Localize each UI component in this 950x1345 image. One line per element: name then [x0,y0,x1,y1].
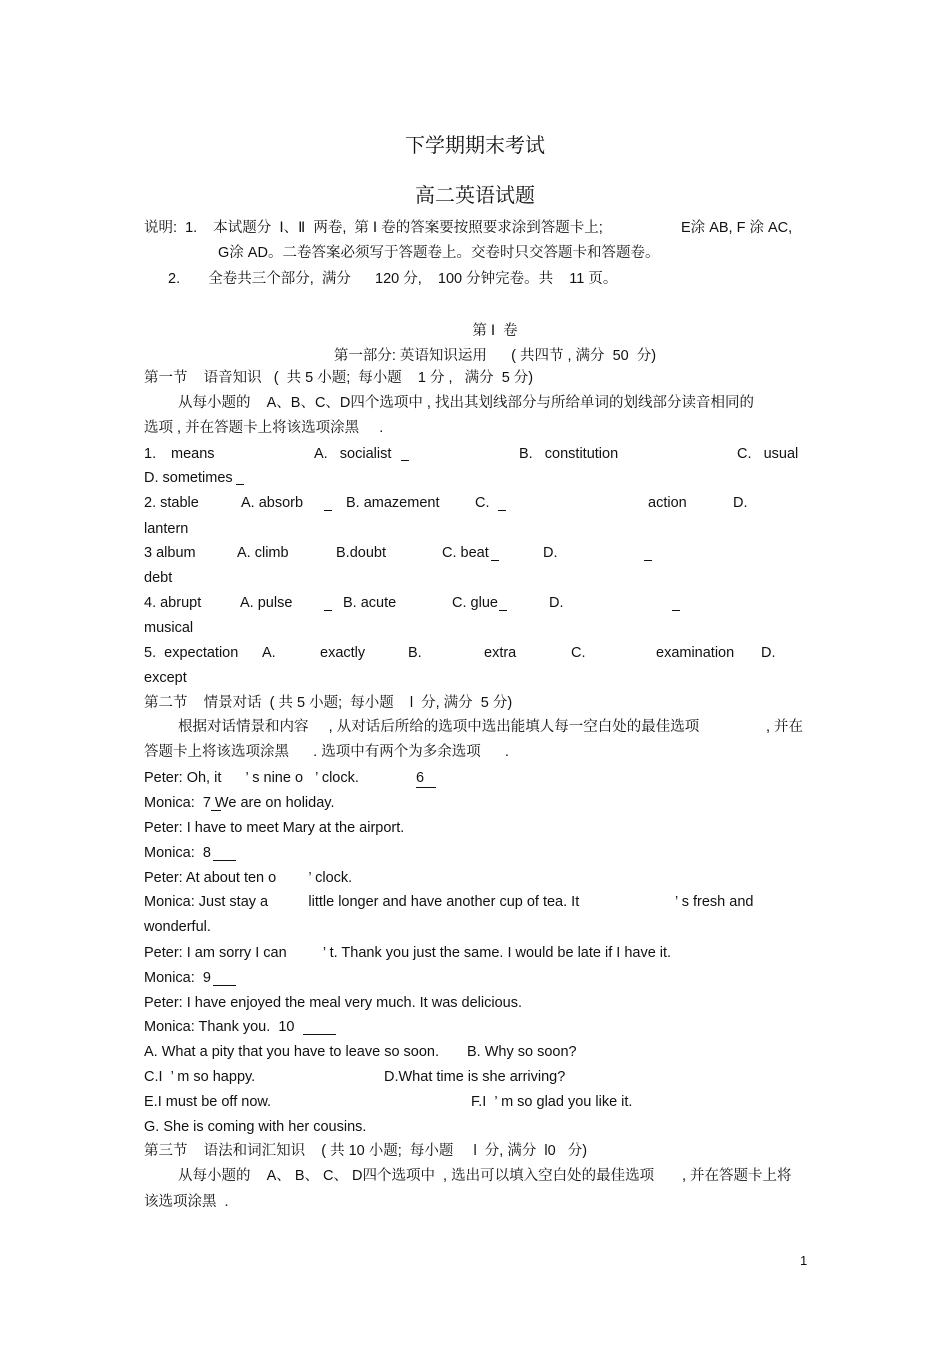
q3-option-a: A. climb [237,545,289,561]
part1-title: 第一部分: 英语知识运用 ( 共四节 , 满分 50 分) [333,348,657,364]
section1-title: 第一节 语音知识 ( 共 5 小题; 每小题 1 分 , 满分 5 分) [144,370,534,386]
q3-option-b: B.doubt [336,545,386,561]
q4-blank-c [499,610,507,611]
dialog-line: Monica: Just stay a little longer and have another cup of tea. It [144,894,580,910]
section1-direction-2: 选项 , 并在答题卡上将该选项涂黑 . [144,420,384,436]
option-a: A. What a pity that you have to leave so soon. [144,1044,440,1060]
q5-option-b-word: extra [484,645,517,661]
q5-stem: 5. expectation [144,645,239,661]
q4-option-b: B. acute [343,595,397,611]
q3-stem: 3 album [144,545,196,561]
q1-blank [401,460,409,461]
dialog-line: Peter: I have to meet Mary at the airport. [144,820,405,836]
volume-title: 第 Ⅰ 卷 [472,323,518,339]
exam-title: 下学期期末考试 [405,133,545,157]
q3-blank-c [491,560,499,561]
q4-option-d-word: musical [144,620,194,636]
q4-blank-d [672,610,680,611]
option-d: D.What time is she arriving? [384,1069,566,1085]
dialog-blank-6: 6 [416,769,436,788]
q3-blank-d [644,560,652,561]
dialog-blank-9 [213,985,236,986]
dialog-line-continued: ’ s fresh and [675,894,754,910]
dialog-line: Peter: At about ten o ’ clock. [144,870,353,886]
q5-option-a-word: exactly [320,645,366,661]
section2-title: 第二节 情景对话 ( 共 5 小题; 每小题 l 分, 满分 5 分) [144,695,513,711]
dialog-line: Peter: Oh, it ’ s nine o ’ clock. [144,770,359,786]
dialog-line: wonderful. [144,919,211,935]
option-c: C.I ’ m so happy. [144,1069,256,1085]
page-number: 1 [800,1253,808,1268]
dialog-line: Monica: 9 [144,970,211,986]
q5-option-d: D. [761,645,776,661]
q4-option-a: A. pulse [240,595,293,611]
q2-option-c: C. [475,495,490,511]
section2-direction-2: 答题卡上将该选项涂黑 . 选项中有两个为多余选项 . [144,744,509,760]
instructions-line-2: G涂 AD。二卷答案必须写于答题卷上。交卷时只交答题卡和答题卷。 [218,245,660,261]
option-b: B. Why so soon? [467,1044,577,1060]
dialog-line: Monica: 7 We are on holiday. [144,795,335,811]
q1-option-d: D. sometimes [144,470,233,486]
dialog-line: Monica: Thank you. 10 [144,1019,295,1035]
q2-option-b: B. amazement [346,495,440,511]
q2-stem: 2. stable [144,495,199,511]
q5-option-b: B. [408,645,422,661]
dialog-blank-8 [213,860,236,861]
option-g: G. She is coming with her cousins. [144,1119,367,1135]
q1-option-c: C. usual [737,446,799,462]
q3-option-d: D. [543,545,558,561]
q2-option-a: A. absorb [241,495,304,511]
q3-option-d-word: debt [144,570,173,586]
q5-option-c-word: examination [656,645,735,661]
section3-direction-1: 从每小题的 A、 B、 C、 D四个选项中 , 选出可以填入空白处的最佳选项 [178,1168,655,1184]
option-e: E.I must be off now. [144,1094,272,1110]
q5-option-c: C. [571,645,586,661]
q4-stem: 4. abrupt [144,595,202,611]
q4-blank-a [324,610,332,611]
q4-option-c: C. glue [452,595,498,611]
section3-title: 第三节 语法和词汇知识 ( 共 10 小题; 每小题 l 分, 满分 l0 分) [144,1143,588,1159]
dialog-line: Peter: I have enjoyed the meal very much. It was delicious. [144,995,522,1011]
section2-direction-1: 根据对话情景和内容 , 从对话后所给的选项中选出能填人每一空白处的最佳选项 [178,719,700,735]
dialog-line: Monica: 8 [144,845,211,861]
q2-option-c-word: action [648,495,687,511]
q1-number: 1. [144,446,157,462]
dialog-blank-10 [303,1034,336,1035]
section1-direction-1: 从每小题的 A、B、C、D四个选项中 , 找出其划线部分与所给单词的划线部分读音相同的 [178,395,754,411]
section2-direction-1b: , 并在 [766,719,804,735]
instructions-line-3: 2. 全卷共三个部分, 满分 120 分, 100 分钟完卷。共 11 页。 [168,271,618,287]
q5-option-a: A. [262,645,276,661]
dialog-line: Peter: I am sorry I can ’ t. Thank you just the same. I would be late if I have it. [144,945,672,961]
q1-option-b: B. constitution [519,446,619,462]
q4-option-d: D. [549,595,564,611]
section3-direction-2: 该选项涂黑 . [144,1194,229,1210]
q2-blank-a [324,510,332,511]
q2-option-d: D. [733,495,748,511]
q2-option-d-word: lantern [144,521,189,537]
exam-subtitle: 高二英语试题 [415,183,535,207]
instructions-line-1: 说明: 1. 本试题分 Ⅰ、Ⅱ 两卷, 第 Ⅰ 卷的答案要按照要求涂到答题卡上; [144,220,603,236]
q3-option-c: C. beat [442,545,489,561]
option-f: F.I ’ m so glad you like it. [471,1094,633,1110]
dialog-blank-7 [211,810,221,811]
q1-d-blank [236,484,244,485]
q1-option-a: A. socialist [314,446,392,462]
section3-direction-1b: , 并在答题卡上将 [682,1168,792,1184]
q1-stem: means [171,446,215,462]
instructions-line-1b: E涂 AB, F 涂 AC, [681,220,793,236]
q2-blank-c [498,510,506,511]
q5-option-d-word: except [144,670,187,686]
